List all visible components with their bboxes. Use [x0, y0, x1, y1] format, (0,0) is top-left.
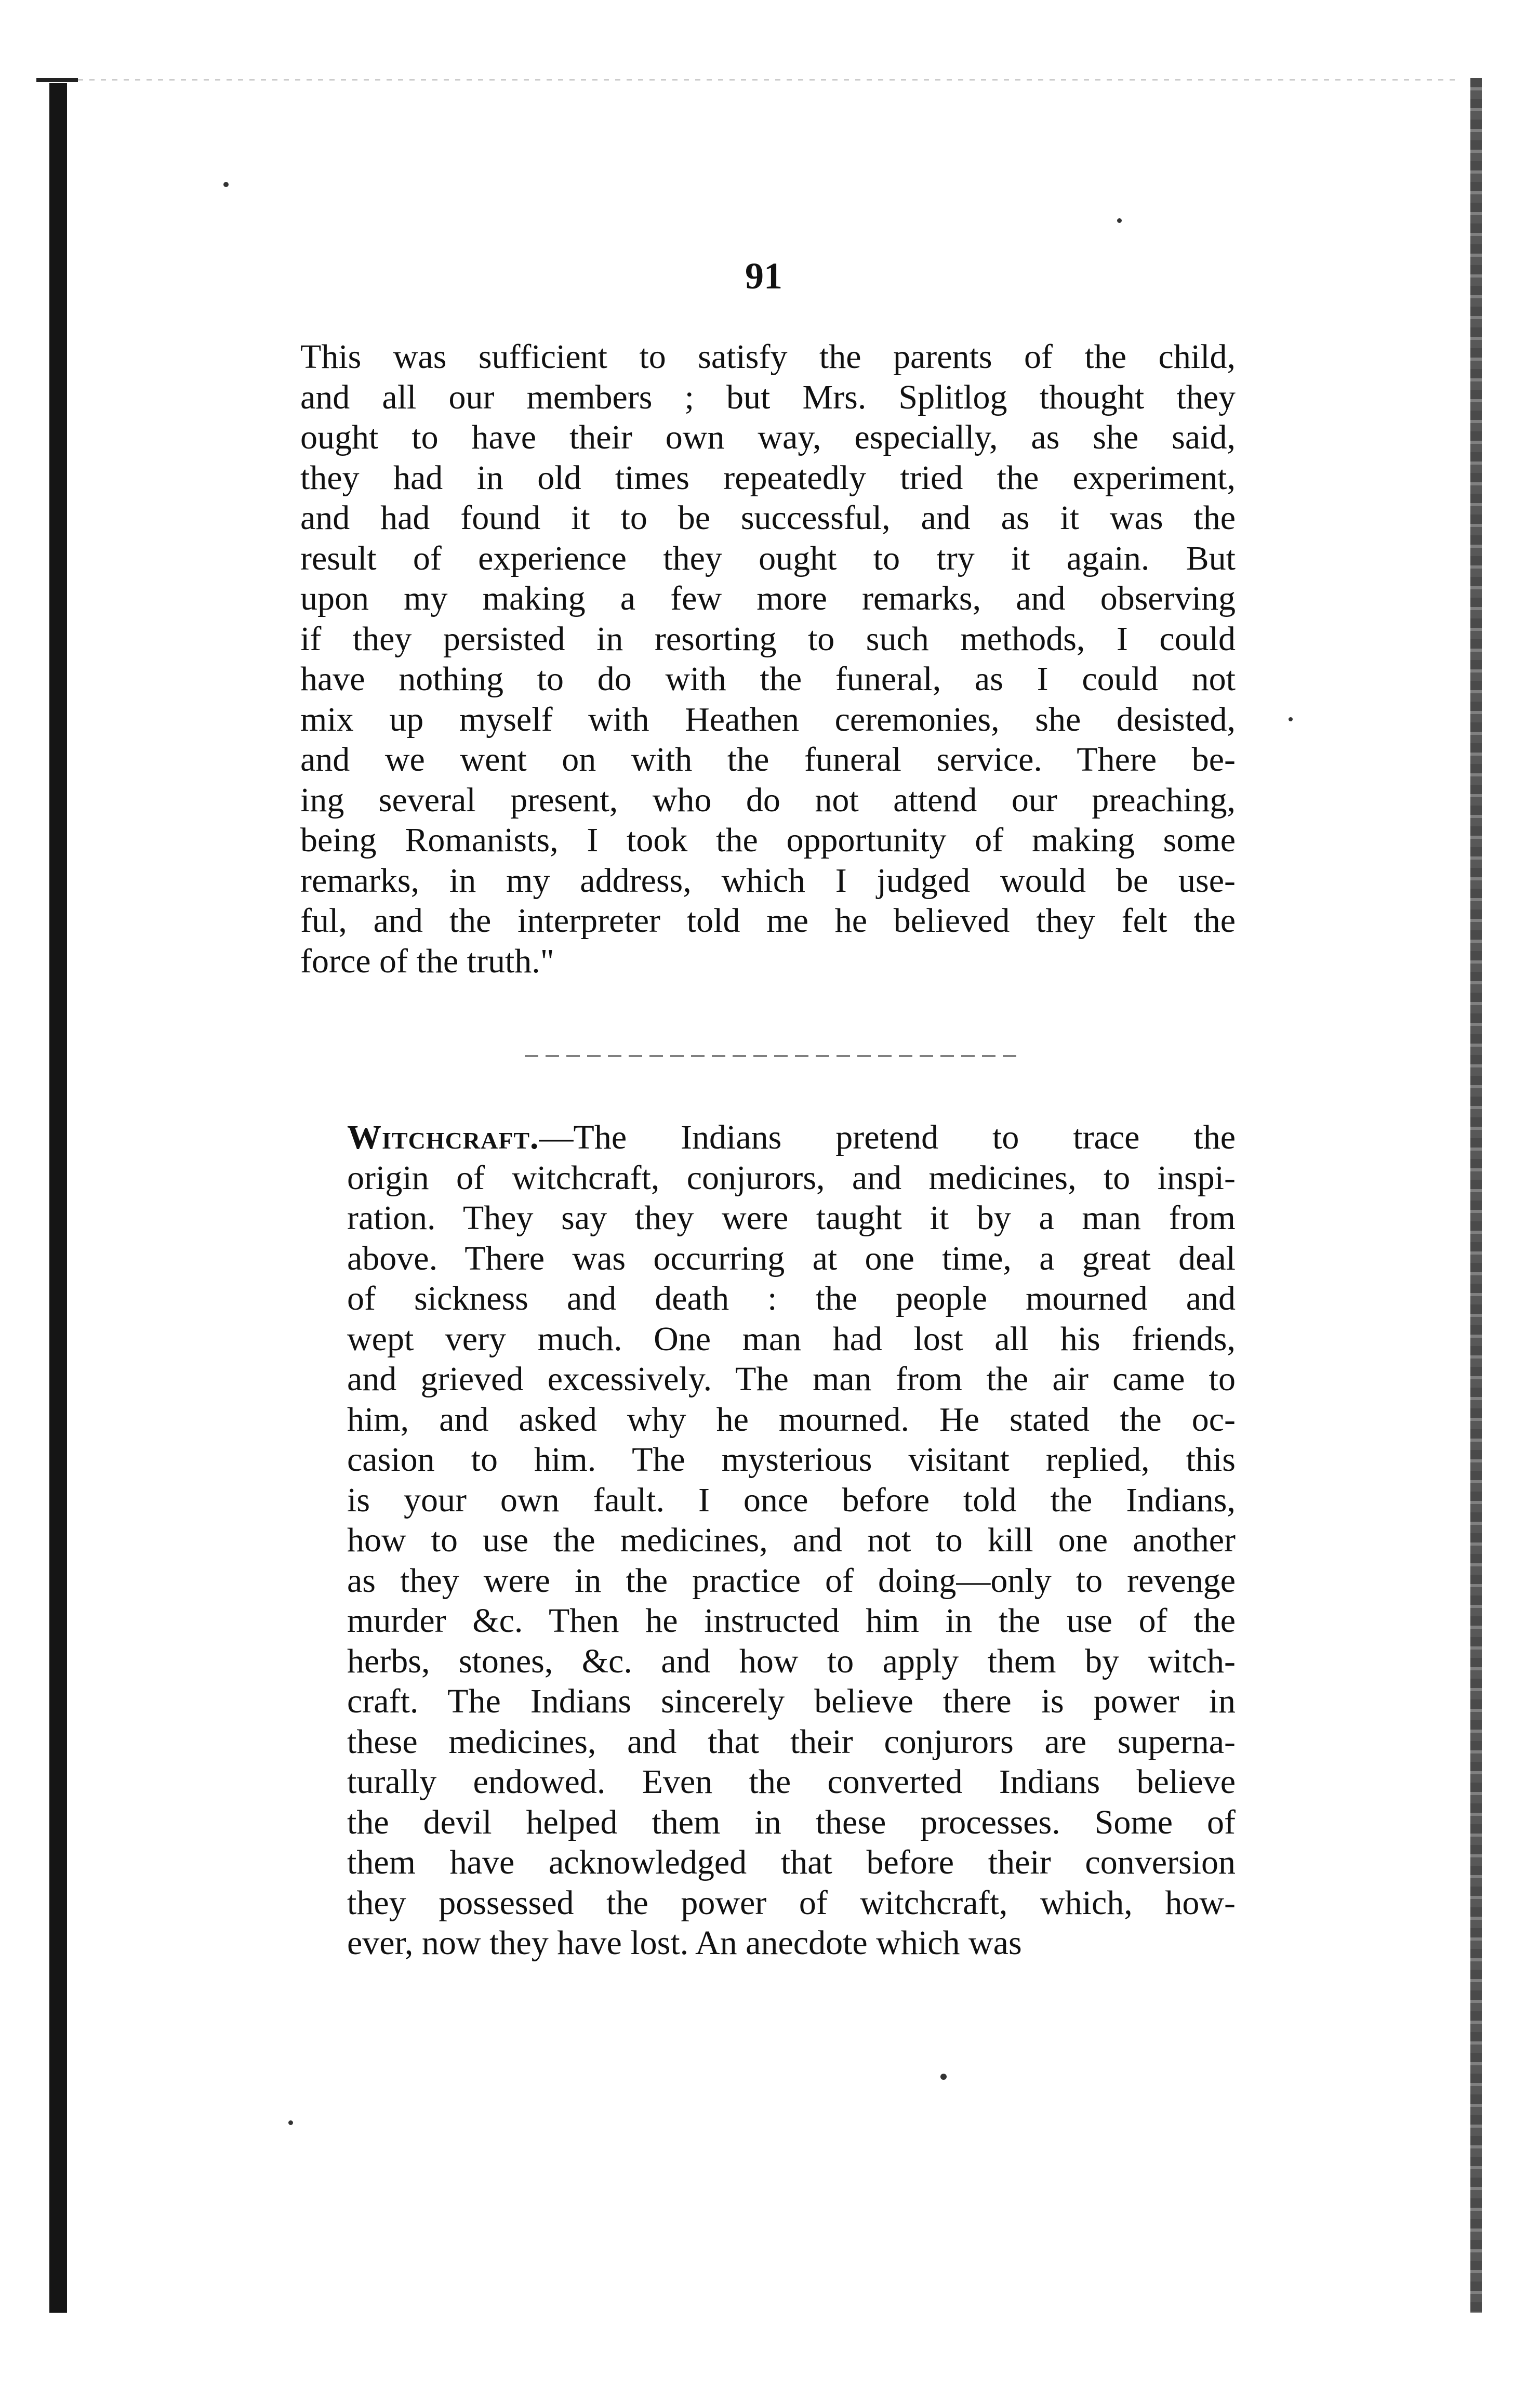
paragraph-funeral-account	[300, 337, 1236, 981]
text-line: and grieved excessively. The man from the air came to	[347, 1360, 1236, 1398]
text-line: casion to him. The mysterious visitant replied, this	[347, 1441, 1236, 1479]
scan-left-binding-edge	[49, 83, 67, 2313]
text-line	[300, 1117, 1236, 1158]
text-line: these medicines, and that their conjurors are superna-	[347, 1722, 1236, 1761]
text-line: wept very much. One man had lost all his friends,	[347, 1320, 1236, 1358]
scan-top-edge	[78, 79, 1455, 81]
text-line: ration. They say they were taught it by a man from	[347, 1199, 1236, 1237]
text-line: mix up myself with Heathen ceremonies, she desisted,	[300, 700, 1236, 739]
scan-speck	[1117, 218, 1122, 223]
text-line: origin of witchcraft, conjurors, and medicines, to inspi-	[347, 1158, 1236, 1197]
text-line: and we went on with the funeral service. There be-	[300, 741, 1236, 779]
scan-right-page-edge	[1470, 78, 1482, 2313]
text-line: if they persisted in resorting to such methods, I could	[300, 619, 1236, 658]
text-line: This was sufficient to satisfy the parents of the child,	[300, 338, 1236, 376]
text-line: ful, and the interpreter told me he believed they felt the	[300, 902, 1236, 940]
heading-continuation: —The Indians pretend to trace the	[539, 1118, 1236, 1156]
text-line: as they were in the practice of doing—only to revenge	[347, 1561, 1236, 1600]
text-line: result of experience they ought to try it again. But	[300, 539, 1236, 577]
text-line: upon my making a few more remarks, and observing	[300, 579, 1236, 617]
text-line: and all our members ; but Mrs. Splitlog thought they	[300, 378, 1236, 416]
scan-speck	[940, 2074, 947, 2080]
text-line: remarks, in my address, which I judged would be use-	[300, 861, 1236, 900]
text-line: force of the truth."	[300, 942, 554, 980]
text-line: how to use the medicines, and not to kill one another	[347, 1521, 1236, 1559]
text-line: herbs, stones, &c. and how to apply them by witch-	[347, 1642, 1236, 1680]
section-heading: Witchcraft.	[347, 1118, 539, 1156]
text-line: they had in old times repeatedly tried the experiment,	[300, 458, 1236, 497]
page-number: 91	[745, 255, 782, 297]
scan-speck	[288, 2120, 293, 2125]
text-line: of sickness and death : the people mourned and	[347, 1280, 1236, 1317]
text-line: them have acknowledged that before their conversion	[347, 1843, 1236, 1881]
text-line: is your own fault. I once before told the Indians,	[347, 1481, 1236, 1519]
section-separator	[525, 1055, 1018, 1057]
scan-left-binding-mark	[36, 78, 78, 82]
text-line: ing several present, who do not attend our preaching,	[300, 781, 1236, 819]
text-line: ought to have their own way, especially, as she said,	[300, 418, 1236, 456]
text-line: him, and asked why he mourned. He stated the oc-	[347, 1400, 1236, 1439]
paragraph-witchcraft	[300, 1117, 1236, 1963]
text-line: turally endowed. Even the converted Indians believe	[347, 1763, 1236, 1801]
scan-speck	[1289, 717, 1293, 721]
text-line: craft. The Indians sincerely believe there is power in	[347, 1682, 1236, 1720]
text-line: the devil helped them in these processes. Some of	[347, 1803, 1236, 1841]
text-line: ever, now they have lost. An anecdote which was	[347, 1924, 1022, 1962]
text-line: above. There was occurring at one time, a great deal	[347, 1239, 1236, 1277]
text-line: have nothing to do with the funeral, as I could not	[300, 660, 1236, 698]
text-line: murder &c. Then he instructed him in the use of the	[347, 1602, 1236, 1640]
scan-speck	[223, 182, 229, 187]
text-line: being Romanists, I took the opportunity of making some	[300, 821, 1236, 859]
text-line: they possessed the power of witchcraft, which, how-	[347, 1883, 1236, 1922]
text-line: and had found it to be successful, and as it was the	[300, 499, 1236, 537]
